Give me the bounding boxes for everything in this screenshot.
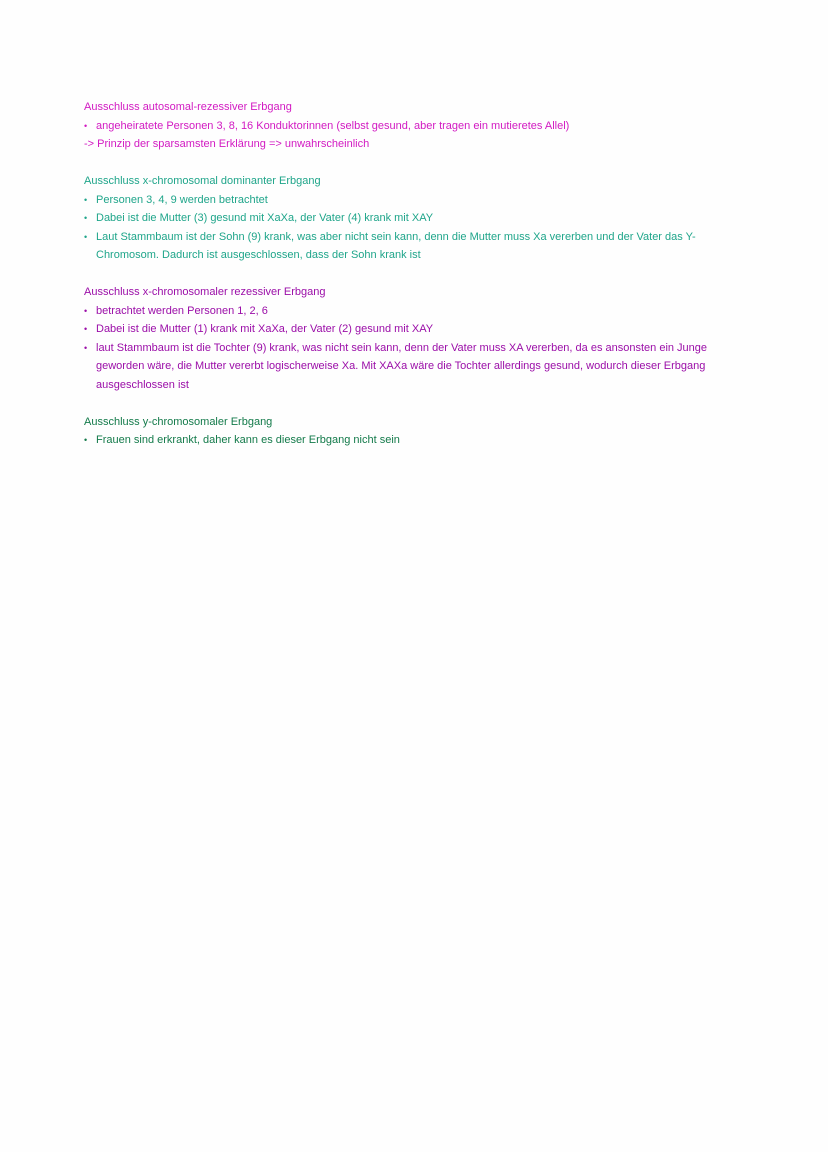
bullet-list (84, 302, 744, 395)
list-item (84, 431, 744, 450)
bullet-icon: • (84, 194, 88, 205)
bullet-icon: • (84, 324, 88, 334)
list-item (84, 117, 744, 136)
section-y-chromosomal (84, 413, 744, 450)
list-item-text: Dabei ist die Mutter (1) krank mit XaXa, der Vater (2) gesund mit XAY (96, 323, 434, 335)
list-item (84, 209, 744, 228)
section-autosomal-recessive (84, 98, 744, 154)
list-item (84, 339, 744, 395)
list-item (84, 320, 744, 339)
section-x-dominant (84, 172, 744, 265)
section-heading: Ausschluss y-chromosomaler Erbgang (84, 415, 273, 428)
document-page (84, 98, 744, 468)
bullet-icon: • (84, 213, 88, 223)
list-item (84, 302, 744, 321)
bullet-list (84, 431, 744, 450)
list-item-text: laut Stammbaum ist die Tochter (9) krank, was nicht sein kann, denn der Vater muss XA vererben, da es ansonsten ein Junge geworden wäre, die Mutter vererbt logischerweise Xa. Mit XAXa wäre die Tochter allerdings gesund, wodurch dieser Erbgang ausgeschlossen ist (96, 341, 708, 391)
bullet-icon: • (84, 120, 88, 131)
section-x-recessive (84, 283, 744, 394)
list-item (84, 228, 744, 265)
list-item (84, 191, 744, 210)
bullet-icon: • (84, 305, 88, 316)
list-item-text: Dabei ist die Mutter (3) gesund mit XaXa, der Vater (4) krank mit XAY (96, 212, 434, 224)
list-item-text: Frauen sind erkrankt, daher kann es dieser Erbgang nicht sein (96, 434, 400, 446)
section-heading: Ausschluss x-chromosomal dominanter Erbgang (84, 175, 321, 187)
bullet-list (84, 117, 744, 136)
list-item-text: Personen 3, 4, 9 werden betrachtet (96, 193, 268, 206)
list-item-text: betrachtet werden Personen 1, 2, 6 (96, 304, 268, 317)
bullet-icon: • (84, 435, 88, 445)
section-note: -> Prinzip der sparsamsten Erklärung => unwahrscheinlich (84, 138, 370, 150)
section-heading: Ausschluss autosomal-rezessiver Erbgang (84, 101, 292, 113)
list-item-text: angeheiratete Personen 3, 8, 16 Konduktorinnen (selbst gesund, aber tragen ein mutieretes Allel) (96, 119, 570, 132)
section-heading: Ausschluss x-chromosomaler rezessiver Erbgang (84, 286, 326, 298)
list-item-text: Laut Stammbaum ist der Sohn (9) krank, was aber nicht sein kann, denn die Mutter muss Xa vererben und der Vater das Y-Chromosom. Dadurch ist ausgeschlossen, dass der Sohn krank ist (96, 230, 696, 261)
bullet-list (84, 191, 744, 265)
bullet-icon: • (84, 342, 88, 353)
bullet-icon: • (84, 231, 88, 242)
